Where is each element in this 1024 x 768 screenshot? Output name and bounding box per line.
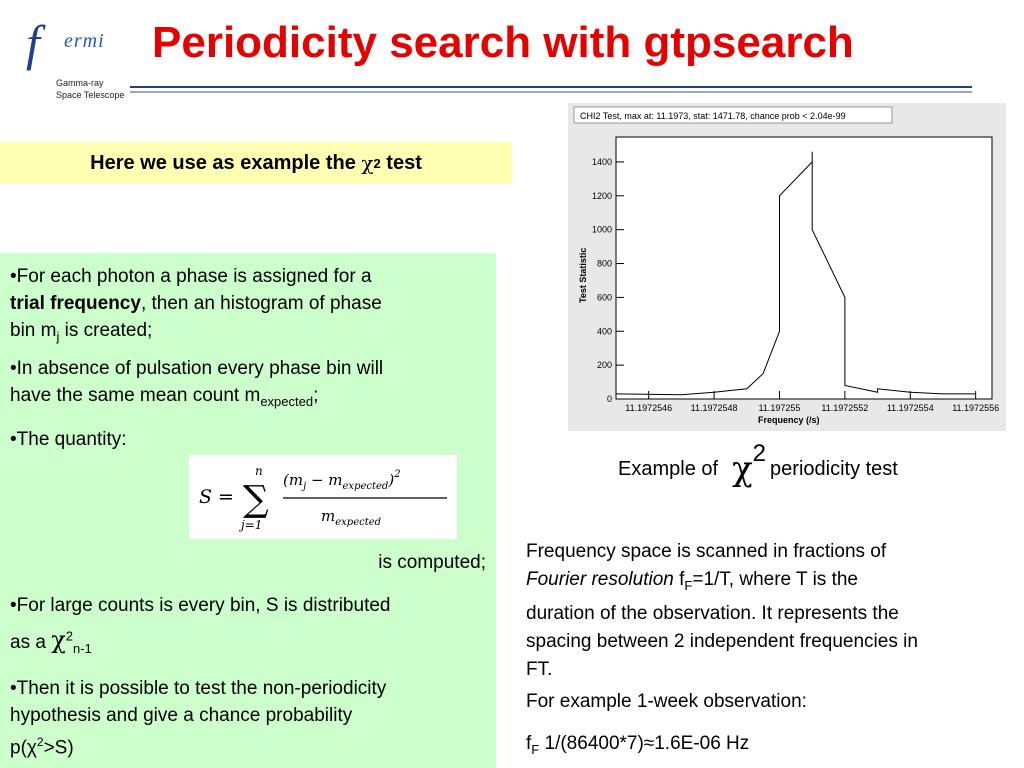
caption-chi: χ xyxy=(732,449,753,489)
fourier-line-c: =1/T, where T is the xyxy=(692,569,858,590)
formula-numerator xyxy=(283,469,401,492)
chart-title: CHI2 Test, max at: 11.1973, stat: 1471.78, chance prob < 2.04e-99 xyxy=(580,111,846,121)
y-tick-label: 200 xyxy=(596,360,612,371)
formula-upper: n xyxy=(255,464,263,478)
formula-sigma: ∑ xyxy=(243,479,269,520)
bullet-3: •The quantity: xyxy=(10,429,127,450)
bullet-2-sub: expected xyxy=(260,393,314,409)
bullet-1-bold: trial frequency xyxy=(10,293,141,314)
bullet-2-line-b: have the same mean count m xyxy=(10,385,261,406)
logo-wordmark: ermi xyxy=(64,30,105,52)
chart-ylabel: Test Statistic xyxy=(578,247,588,303)
chart-svg xyxy=(568,103,1006,431)
bullet-4-chi: χ xyxy=(51,626,66,655)
bullet-1-line-a: •For each photon a phase is assigned for a xyxy=(10,266,372,287)
formula-num-mid: − m xyxy=(306,471,343,489)
fourier-sub: F xyxy=(684,577,693,593)
bullet-5-sup: 2 xyxy=(36,735,44,749)
formula-den-sub: expected xyxy=(335,517,382,528)
freq-f: f xyxy=(526,733,532,754)
bullet-2 xyxy=(10,355,490,415)
bullet-4-line-a: •For large counts is every bin, S is distributed xyxy=(10,595,391,616)
bullet-4-sub: n-1 xyxy=(72,641,92,657)
caption-prefix: Example of xyxy=(618,457,719,480)
formula-den-m: m xyxy=(321,507,336,525)
subtitle-chi: χ xyxy=(361,151,374,175)
fourier-line-f: FT. xyxy=(526,658,553,680)
freq-value-text: 1/(86400*7)≈1.6E-06 Hz xyxy=(539,733,750,754)
subtitle-sup: 2 xyxy=(373,155,381,171)
x-tick-label: 11.1972548 xyxy=(690,403,738,413)
formula-num-open: (m xyxy=(283,471,304,489)
formula-denominator xyxy=(321,507,381,528)
title-rule xyxy=(130,86,972,88)
bullet-1-line-d: is created; xyxy=(59,320,153,341)
x-tick-label: 11.1972554 xyxy=(886,403,934,413)
subtitle-band xyxy=(0,142,512,184)
frequency-value xyxy=(526,730,1006,764)
bullet-1 xyxy=(10,263,490,350)
bullet-2-line-c: ; xyxy=(313,385,319,406)
fourier-line-b: f xyxy=(673,569,685,590)
fermi-logo xyxy=(8,8,138,104)
formula-lower: j=1 xyxy=(241,518,263,532)
caption-suffix: periodicity test xyxy=(770,457,898,480)
bullet-5-line-c: p(χ xyxy=(10,737,37,759)
subtitle-prefix: Here we use as example the xyxy=(90,151,362,174)
logo-line-2: Space Telescope xyxy=(56,90,125,100)
subtitle-suffix: test xyxy=(380,151,422,174)
chart-caption xyxy=(618,440,898,494)
freq-sub: F xyxy=(531,741,540,757)
bullet-4-line-b: as a xyxy=(10,632,52,654)
bullet-5-line-b: hypothesis and give a chance probability xyxy=(10,705,353,726)
bullet-1-line-b: , then an histogram of phase xyxy=(140,293,382,314)
example-line: For example 1-week observation: xyxy=(526,691,807,712)
formula-num-sub2: expected xyxy=(342,481,389,492)
chi2-test-chart xyxy=(568,103,1006,431)
y-tick-label: 1400 xyxy=(591,156,612,167)
bullet-4-sup: 2 xyxy=(65,629,73,644)
x-tick-label: 11.1972546 xyxy=(625,403,673,413)
bullet-5-line-d: >S) xyxy=(43,737,74,759)
bullet-2-line-a: •In absence of pulsation every phase bin will xyxy=(10,358,384,379)
page-title: Periodicity search with gtpsearch xyxy=(152,18,854,67)
chart-xlabel: Frequency (/s) xyxy=(758,415,820,425)
logo-mark: f xyxy=(26,15,40,71)
bullet-5-line-a: •Then it is possible to test the non-periodicity xyxy=(10,678,387,699)
formula-num-sub1: j xyxy=(303,481,307,492)
logo-line-1: Gamma-ray xyxy=(56,78,104,88)
caption-sup: 2 xyxy=(752,440,767,467)
computed-text: is computed; xyxy=(378,552,486,573)
y-tick-label: 0 xyxy=(606,394,612,404)
x-tick-label: 11.197255 xyxy=(758,403,801,413)
y-tick-label: 1200 xyxy=(591,190,612,201)
fourier-paragraph xyxy=(526,538,1006,684)
y-tick-label: 400 xyxy=(596,326,612,337)
chi2-formula xyxy=(189,455,457,539)
fourier-line-e: spacing between 2 independent frequencies in xyxy=(526,630,918,652)
formula-lhs: S = xyxy=(199,486,234,508)
x-tick-label: 11.1972552 xyxy=(821,403,869,413)
y-tick-label: 1000 xyxy=(591,224,612,235)
bullet-1-sub: j xyxy=(56,328,60,344)
x-tick-label: 11.1972556 xyxy=(952,403,1000,413)
y-tick-label: 600 xyxy=(596,292,612,303)
bullet-4 xyxy=(10,592,490,667)
fourier-italic: Fourier resolution xyxy=(526,569,674,590)
title-rule-thin xyxy=(130,91,972,93)
bullet-5 xyxy=(10,675,490,761)
formula-svg xyxy=(189,455,457,539)
formula-num-close: ) xyxy=(388,471,395,489)
fourier-line-a: Frequency space is scanned in fractions of xyxy=(526,541,887,562)
fourier-line-d: duration of the observation. It represents the xyxy=(526,602,899,624)
chart-plot-area xyxy=(592,137,999,413)
bullet-1-line-c: bin m xyxy=(10,320,57,341)
formula-num-sup: 2 xyxy=(394,469,401,480)
chart-frame xyxy=(616,137,992,399)
y-tick-label: 800 xyxy=(596,258,612,269)
